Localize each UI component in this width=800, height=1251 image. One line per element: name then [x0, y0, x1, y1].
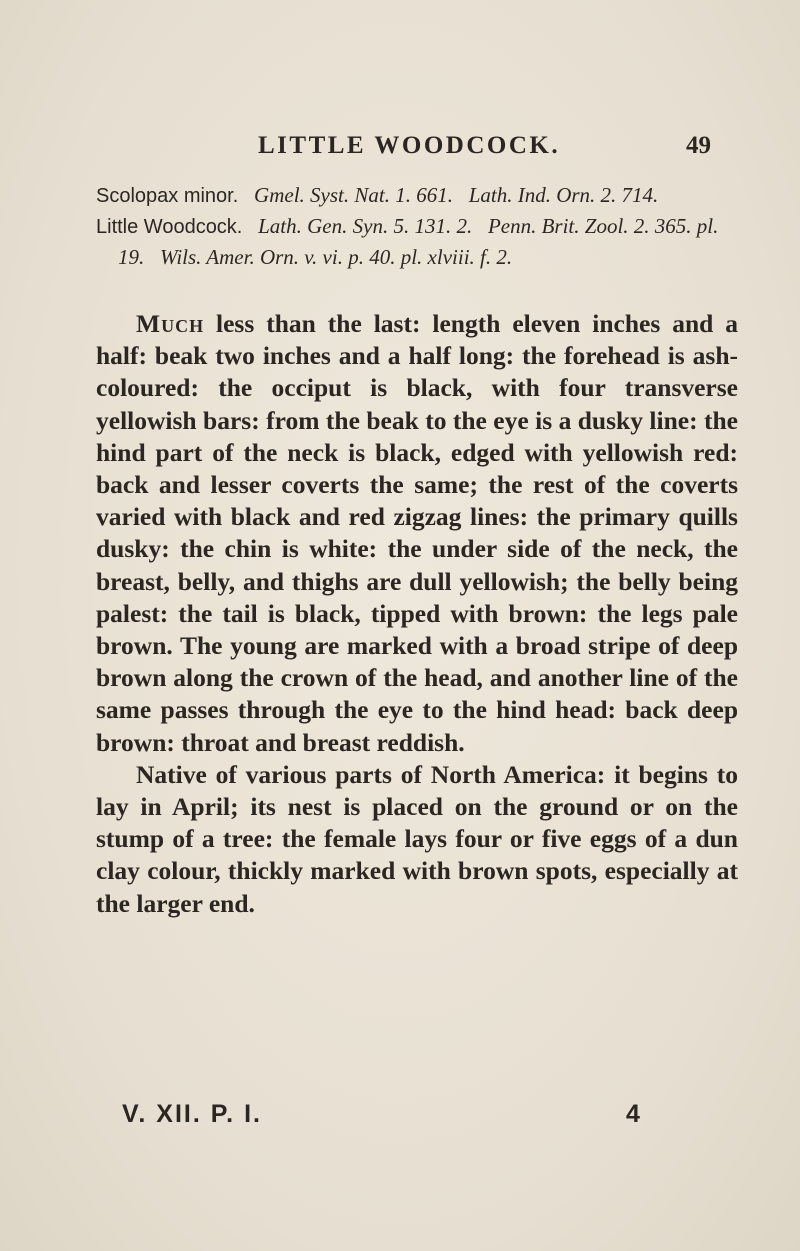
synonym-reference: Penn. Brit. Zool. 2. 365. pl. 19. — [118, 214, 719, 269]
paragraph-text: Native of various parts of North America: it begins to lay in April; its nest is placed on the ground or on the stump of a tree: the female lays four or five eggs of a dun clay colour, thickly marked with brown spots, especially at the larger end. — [96, 759, 738, 918]
page-number: 49 — [686, 132, 711, 159]
paragraph-opening-word: Much — [136, 309, 205, 338]
paragraph-text: less than the last: length eleven inches and a half: beak two inches and a half long: the forehead is ash-coloured: the occiput is black, with four transverse yellowish bars: from the beak to the eye is a dusky line: the hind part of the neck is black, edged with yellowish red: back and lesser coverts the same; the rest of the coverts varied with black and red zigzag lines: the primary quills dusky: the chin is white: the under side of the neck, the breast, belly, and thighs are dull yellowish; the belly being palest: the tail is black, tipped with brown: the legs pale brown. The young are marked with a broad stripe of deep brown along the crown of the head, and another line of the same passes through the eye to the hind head: back deep brown: throat and breast reddish. — [96, 309, 738, 757]
running-title: LITTLE WOODCOCK. — [258, 132, 561, 159]
gathering-mark: 4 — [626, 1100, 640, 1128]
synonym-entry — [96, 211, 736, 272]
page-footer — [0, 1100, 800, 1140]
synonym-reference: Lath. Gen. Syn. 5. 131. 2. — [258, 214, 473, 238]
description-paragraph — [96, 308, 738, 759]
volume-signature: V. XII. P. I. — [122, 1100, 262, 1128]
habitat-paragraph — [96, 759, 738, 920]
synonym-reference: Gmel. Syst. Nat. 1. 661. — [254, 183, 453, 207]
synonym-entry — [96, 180, 736, 211]
synonym-reference: Wils. Amer. Orn. v. vi. p. 40. pl. xlviii. f. 2. — [160, 245, 513, 269]
synonymy-block — [96, 180, 736, 272]
running-head — [0, 132, 800, 168]
synonym-name: Little Woodcock. — [96, 216, 243, 238]
synonym-name: Scolopax minor. — [96, 185, 239, 207]
description-text — [96, 308, 738, 920]
synonym-reference: Lath. Ind. Orn. 2. 714. — [468, 183, 659, 207]
